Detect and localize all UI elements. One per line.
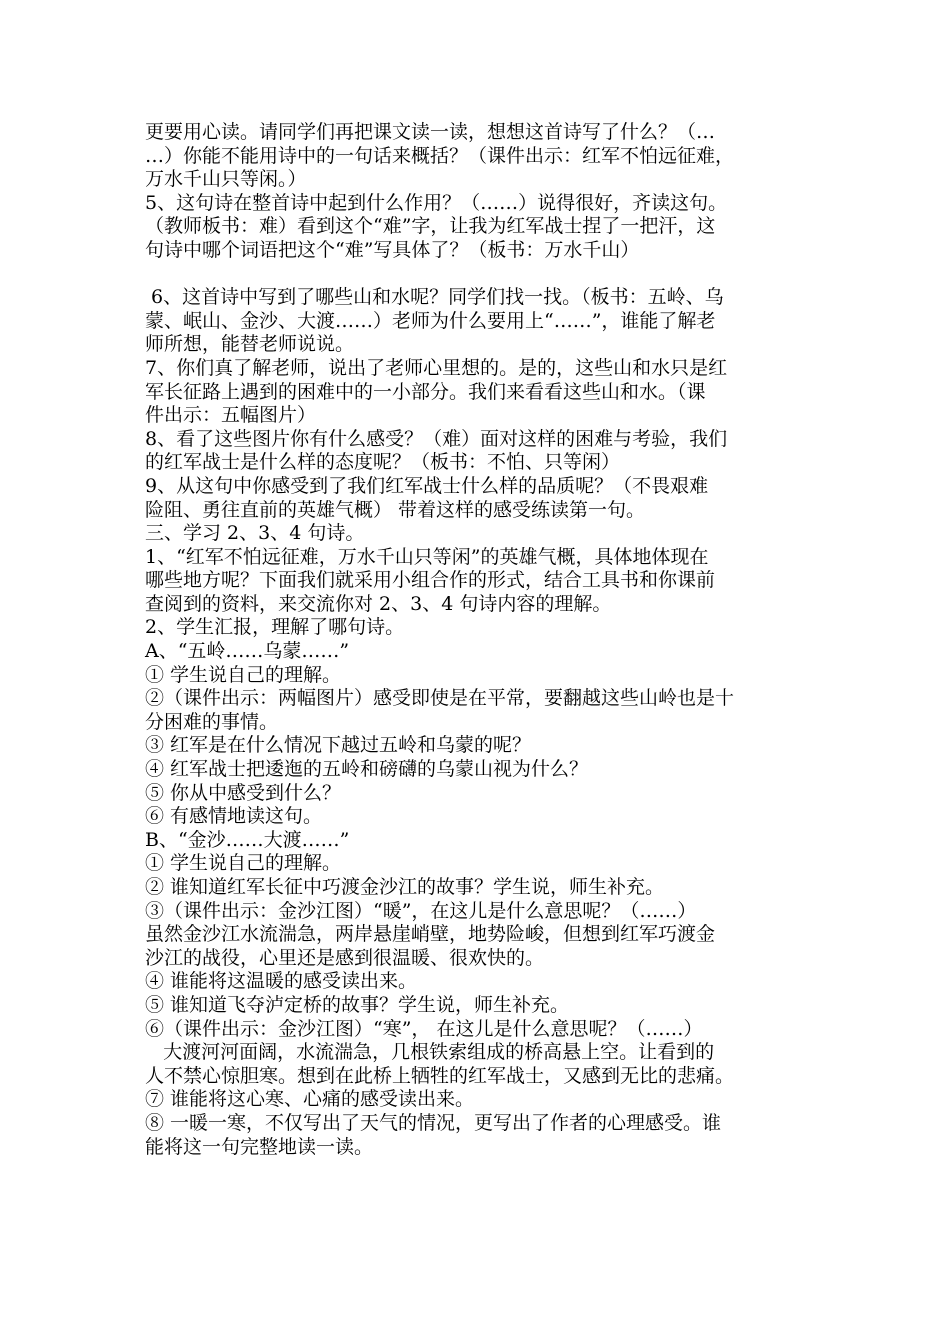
text-line: ① 学生说自己的理解。 bbox=[145, 852, 342, 875]
text-line: ④ 红军战士把逶迤的五岭和磅礴的乌蒙山视为什么？ bbox=[145, 758, 589, 781]
text-line: 军长征路上遇到的困难中的一小部分。我们来看看这些山和水。（课 bbox=[145, 380, 706, 403]
section-heading: 三、学习 2、3、4 句诗。 bbox=[145, 522, 365, 545]
text-line: ④ 谁能将这温暖的感受读出来。 bbox=[145, 970, 418, 993]
text-line: 2、学生汇报，理解了哪句诗。 bbox=[145, 616, 405, 639]
text-line: 1、“红军不怕远征难，万水千山只等闲”的英雄气概，具体地体现在 bbox=[145, 545, 709, 568]
subsection-heading: B、“金沙……大渡……” bbox=[145, 828, 350, 851]
text-line: ⑦ 谁能将这心寒、心痛的感受读出来。 bbox=[145, 1088, 475, 1111]
document-page bbox=[145, 121, 815, 1159]
text-line: ⑤ 你从中感受到什么？ bbox=[145, 781, 342, 804]
text-line: 万水千山只等闲。） bbox=[145, 168, 307, 191]
text-line: ① 学生说自己的理解。 bbox=[145, 663, 342, 686]
subsection-heading: A、“五岭……乌蒙……” bbox=[145, 640, 350, 663]
text-line: 险阻、勇往直前的英雄气概） 带着这样的感受练读第一句。 bbox=[145, 498, 646, 521]
text-line: （教师板书：难）看到这个“难”字，让我为红军战士捏了一把汗，这 bbox=[145, 215, 716, 238]
text-line: ⑤ 谁知道飞夺泸定桥的故事？学生说，师生补充。 bbox=[145, 993, 570, 1016]
text-line: 7、你们真了解老师，说出了老师心里想的。是的，这些山和水只是红 bbox=[145, 356, 728, 379]
text-line: ⑧ 一暖一寒，不仅写出了天气的情况，更写出了作者的心理感受。谁 bbox=[145, 1111, 722, 1134]
text-line: ③ 红军是在什么情况下越过五岭和乌蒙的呢？ bbox=[145, 734, 532, 757]
text-line: 更要用心读。请同学们再把课文读一读，想想这首诗写了什么？（… bbox=[145, 121, 716, 143]
text-line: 8、看了这些图片你有什么感受？（难）面对这样的困难与考验，我们 bbox=[145, 427, 728, 450]
text-line: 9、从这句中你感受到了我们红军战士什么样的品质呢？（不畏艰难 bbox=[145, 474, 709, 497]
text-line: 5、这句诗在整首诗中起到什么作用？（……）说得很好，齐读这句。 bbox=[145, 191, 728, 214]
text-line: 沙江的战役，心里还是感到很温暖、很欢快的。 bbox=[145, 946, 545, 969]
text-line: 虽然金沙江水流湍急，两岸悬崖峭壁，地势险峻，但想到红军巧渡金 bbox=[145, 923, 716, 946]
text-line: 人不禁心惊胆寒。想到在此桥上牺牲的红军战士，又感到无比的悲痛。 bbox=[145, 1064, 735, 1087]
text-line: 查阅到的资料，来交流你对 2、3、4 句诗内容的理解。 bbox=[145, 592, 612, 615]
text-line: 大渡河河面阔，水流湍急，几根铁索组成的桥高悬上空。让看到的 bbox=[145, 1041, 715, 1064]
text-line: 师所想，能替老师说说。 bbox=[145, 333, 355, 356]
text-line: 分困难的事情。 bbox=[145, 710, 279, 733]
text-line: 件出示：五幅图片） bbox=[145, 404, 317, 427]
text-line: 能将这一句完整地读一读。 bbox=[145, 1135, 374, 1158]
text-line: ⑥（课件出示：金沙江图）“寒”， 在这儿是什么意思呢？（……） bbox=[145, 1017, 703, 1040]
text-line: ⑥ 有感情地读这句。 bbox=[145, 805, 323, 828]
text-line: 的红军战士是什么样的态度呢？（板书：不怕、只等闲） bbox=[145, 451, 621, 474]
text-line: 蒙、岷山、金沙、大渡……）老师为什么要用上“……”，谁能了解老 bbox=[145, 309, 716, 332]
blank-line bbox=[145, 263, 815, 287]
text-line: ③（课件出示：金沙江图）“暖”，在这儿是什么意思呢？（……） bbox=[145, 899, 697, 922]
text-line: …）你能不能用诗中的一句话来概括？（课件出示：红军不怕远征难， bbox=[145, 144, 735, 167]
text-line: ②（课件出示：两幅图片）感受即使是在平常，要翻越这些山岭也是十 bbox=[145, 687, 735, 710]
text-line: 句诗中哪个词语把这个“难”写具体了？（板书：万水千山） bbox=[145, 238, 640, 261]
text-line: 6、这首诗中写到了哪些山和水呢？同学们找一找。（板书：五岭、乌 bbox=[145, 286, 724, 309]
text-line: ② 谁知道红军长征中巧渡金沙江的故事？学生说，师生补充。 bbox=[145, 876, 665, 898]
text-line: 哪些地方呢？下面我们就采用小组合作的形式，结合工具书和你课前 bbox=[145, 569, 716, 592]
